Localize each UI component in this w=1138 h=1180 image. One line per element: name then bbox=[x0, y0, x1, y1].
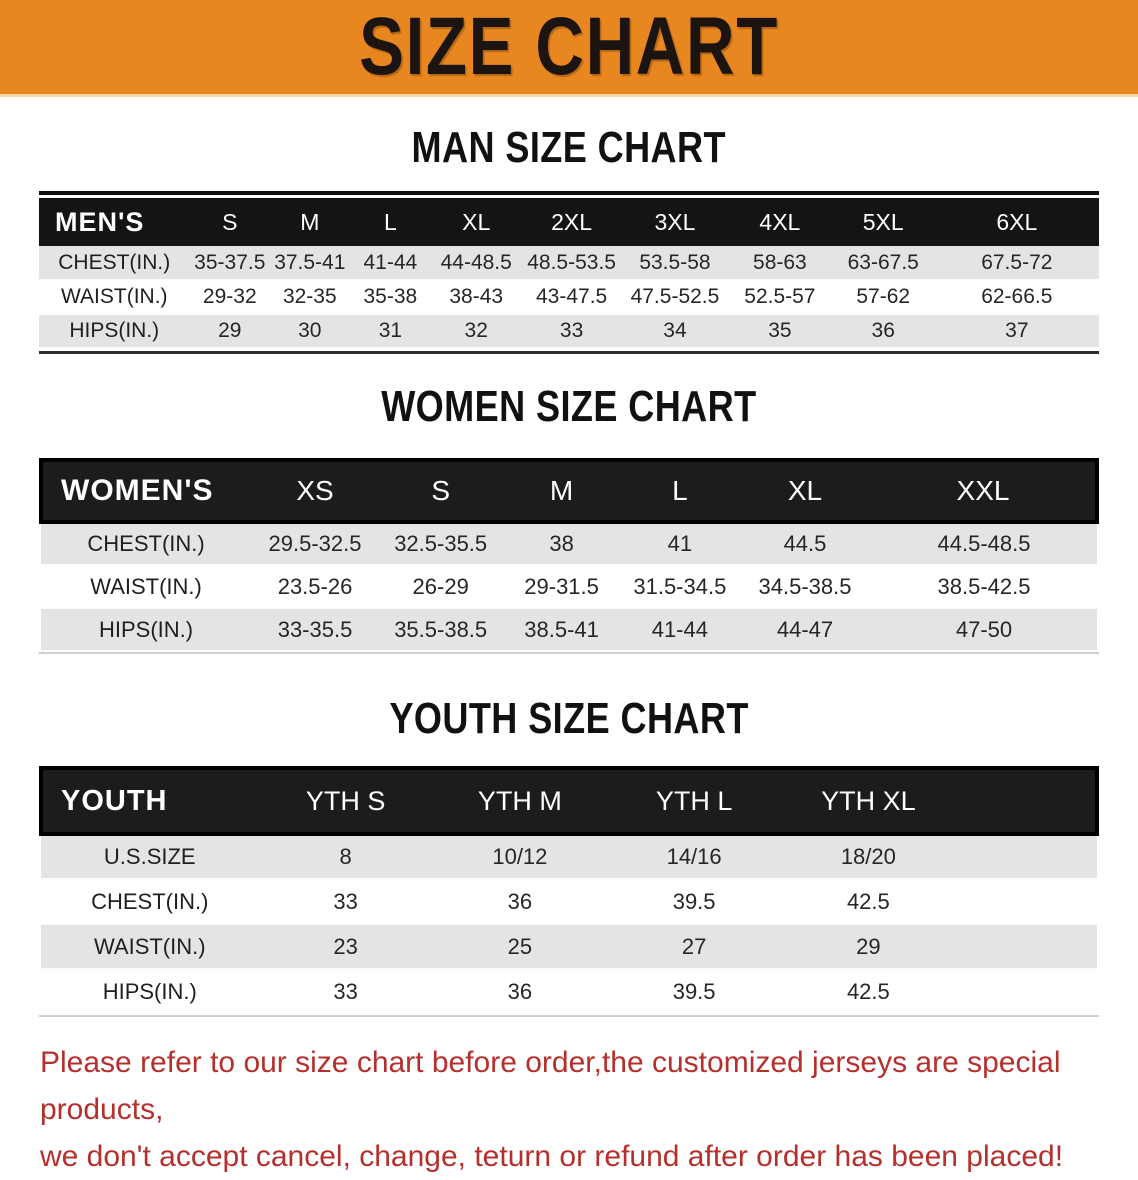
youth-hips-row bbox=[41, 969, 1097, 1014]
size-value: 23.5-26 bbox=[277, 573, 353, 599]
size-value: 36 bbox=[507, 888, 533, 914]
men-chest-row bbox=[39, 246, 1099, 280]
women-size-col: S bbox=[379, 460, 503, 522]
disclaimer-line-2: we don't accept cancel, change, teturn or refund after order has been placed! bbox=[40, 1140, 1064, 1173]
size-value: 41-44 bbox=[651, 616, 708, 642]
men-size-col: S bbox=[222, 208, 238, 235]
size-value: 23 bbox=[333, 933, 358, 959]
size-value: 37.5-41 bbox=[274, 250, 346, 274]
youth-size-col: YTH M bbox=[433, 768, 607, 834]
size-value: 35-38 bbox=[363, 285, 418, 308]
filler-cell bbox=[955, 768, 1097, 834]
size-value: 33 bbox=[333, 978, 358, 1004]
women-chest-row bbox=[41, 522, 1097, 565]
men-size-col: M bbox=[300, 208, 320, 235]
women-size-col: M bbox=[502, 460, 620, 522]
women-size-col: L bbox=[621, 460, 739, 522]
size-value: 29-32 bbox=[202, 285, 257, 308]
size-value: 53.5-58 bbox=[639, 250, 711, 274]
size-value: 41-44 bbox=[363, 250, 418, 274]
women-heading-text: WOMEN SIZE CHART bbox=[381, 382, 757, 431]
row-label: HIPS(IN.) bbox=[102, 978, 197, 1004]
filler-cell bbox=[955, 969, 1097, 1014]
size-value: 27 bbox=[681, 933, 707, 959]
size-value: 14/16 bbox=[666, 844, 722, 869]
filler-cell bbox=[955, 834, 1097, 879]
men-size-col: XL bbox=[462, 208, 491, 235]
men-header-row bbox=[39, 198, 1099, 246]
youth-heading-text: YOUTH SIZE CHART bbox=[389, 694, 749, 743]
men-size-table bbox=[39, 198, 1099, 349]
size-value: 63-67.5 bbox=[847, 250, 919, 274]
size-value: 33 bbox=[559, 319, 584, 342]
size-value: 38.5-42.5 bbox=[937, 573, 1031, 599]
men-size-col: 2XL bbox=[551, 208, 593, 235]
size-value: 35-37.5 bbox=[194, 250, 266, 274]
size-value: 39.5 bbox=[672, 978, 716, 1004]
size-value: 44-48.5 bbox=[440, 250, 512, 274]
women-group-label: WOMEN'S bbox=[41, 460, 251, 522]
size-value: 38.5-41 bbox=[524, 616, 599, 642]
men-section-heading bbox=[0, 123, 1138, 173]
size-value: 43-47.5 bbox=[535, 285, 608, 308]
youth-table-wrap bbox=[39, 766, 1099, 1017]
size-value: 31 bbox=[378, 319, 403, 342]
size-value: 32 bbox=[464, 319, 488, 342]
size-value: 42.5 bbox=[846, 888, 890, 914]
size-value: 32.5-35.5 bbox=[394, 531, 488, 556]
disclaimer-line-1: Please refer to our size chart before order,the customized jerseys are special products, bbox=[40, 1046, 1061, 1126]
men-waist-row bbox=[39, 280, 1099, 314]
women-waist-row bbox=[41, 565, 1097, 608]
youth-size-table bbox=[39, 766, 1099, 1015]
women-header-row bbox=[41, 460, 1097, 522]
youth-chest-row bbox=[41, 879, 1097, 924]
size-value: 29 bbox=[218, 319, 242, 342]
men-size-col: 3XL bbox=[654, 208, 696, 235]
row-label: CHEST(IN.) bbox=[91, 888, 209, 914]
size-value: 39.5 bbox=[672, 888, 716, 914]
size-value: 25 bbox=[507, 933, 533, 959]
banner bbox=[0, 0, 1138, 97]
size-value: 34 bbox=[663, 319, 687, 342]
size-value: 67.5-72 bbox=[981, 250, 1053, 274]
row-label: HIPS(IN.) bbox=[99, 616, 194, 642]
row-label: WAIST(IN.) bbox=[60, 285, 168, 308]
filler-cell bbox=[955, 924, 1097, 969]
size-value: 35 bbox=[768, 319, 792, 342]
filler-cell bbox=[955, 879, 1097, 924]
youth-section-heading bbox=[0, 694, 1138, 744]
youth-ussize-row bbox=[41, 834, 1097, 879]
disclaimer bbox=[40, 1039, 1098, 1180]
size-value: 38-43 bbox=[449, 285, 504, 308]
size-value: 57-62 bbox=[856, 285, 911, 308]
women-hips-row bbox=[41, 608, 1097, 651]
men-group-label: MEN'S bbox=[55, 206, 145, 237]
size-value: 42.5 bbox=[846, 978, 890, 1004]
women-size-col: XL bbox=[739, 460, 871, 522]
men-heading-text: MAN SIZE CHART bbox=[411, 123, 727, 172]
size-value: 37 bbox=[1005, 319, 1029, 342]
size-value: 44.5 bbox=[783, 531, 827, 556]
size-value: 33 bbox=[333, 888, 358, 914]
size-value: 29.5-32.5 bbox=[268, 531, 362, 556]
size-value: 29-31.5 bbox=[524, 573, 599, 599]
size-value: 18/20 bbox=[840, 844, 896, 869]
size-value: 31.5-34.5 bbox=[633, 573, 727, 599]
size-value: 35.5-38.5 bbox=[394, 616, 488, 642]
men-hips-row bbox=[39, 314, 1099, 348]
size-value: 26-29 bbox=[412, 573, 469, 599]
women-size-col: XXL bbox=[871, 460, 1097, 522]
size-value: 36 bbox=[507, 978, 533, 1004]
women-size-col: XS bbox=[251, 460, 379, 522]
row-label: CHEST(IN.) bbox=[58, 250, 171, 274]
size-value: 38 bbox=[549, 531, 574, 556]
youth-header-row bbox=[41, 768, 1097, 834]
size-value: 36 bbox=[871, 319, 895, 342]
size-value: 34.5-38.5 bbox=[758, 573, 852, 599]
men-size-col: L bbox=[383, 208, 397, 235]
page-title: SIZE CHART bbox=[359, 1, 779, 92]
row-label: U.S.SIZE bbox=[103, 844, 196, 869]
size-value: 8 bbox=[339, 844, 352, 869]
row-label: CHEST(IN.) bbox=[87, 531, 205, 556]
women-section-heading bbox=[0, 382, 1138, 432]
size-value: 29 bbox=[856, 933, 881, 959]
row-label: HIPS(IN.) bbox=[69, 319, 160, 342]
youth-size-col: YTH L bbox=[607, 768, 781, 834]
men-table-wrap bbox=[39, 191, 1099, 354]
women-table-wrap bbox=[39, 458, 1099, 654]
men-size-col: 5XL bbox=[862, 208, 904, 235]
size-value: 33-35.5 bbox=[277, 616, 353, 642]
size-value: 44.5-48.5 bbox=[937, 531, 1031, 556]
size-value: 32-35 bbox=[282, 285, 337, 308]
size-value: 62-66.5 bbox=[981, 285, 1053, 308]
youth-waist-row bbox=[41, 924, 1097, 969]
women-size-table bbox=[39, 458, 1099, 652]
size-value: 52.5-57 bbox=[744, 285, 816, 308]
size-value: 48.5-53.5 bbox=[527, 250, 616, 274]
row-label: WAIST(IN.) bbox=[90, 573, 202, 599]
men-size-col: 6XL bbox=[996, 208, 1038, 235]
size-value: 41 bbox=[667, 531, 693, 556]
size-value: 58-63 bbox=[753, 250, 807, 274]
youth-group-label: YOUTH bbox=[41, 768, 259, 834]
youth-size-col: YTH S bbox=[259, 768, 433, 834]
men-size-col: 4XL bbox=[759, 208, 801, 235]
size-value: 47-50 bbox=[955, 616, 1013, 642]
size-value: 44-47 bbox=[776, 616, 834, 642]
size-value: 30 bbox=[298, 319, 322, 342]
size-value: 10/12 bbox=[492, 844, 548, 869]
size-value: 47.5-52.5 bbox=[630, 285, 720, 308]
row-label: WAIST(IN.) bbox=[93, 933, 206, 959]
youth-size-col: YTH XL bbox=[781, 768, 955, 834]
